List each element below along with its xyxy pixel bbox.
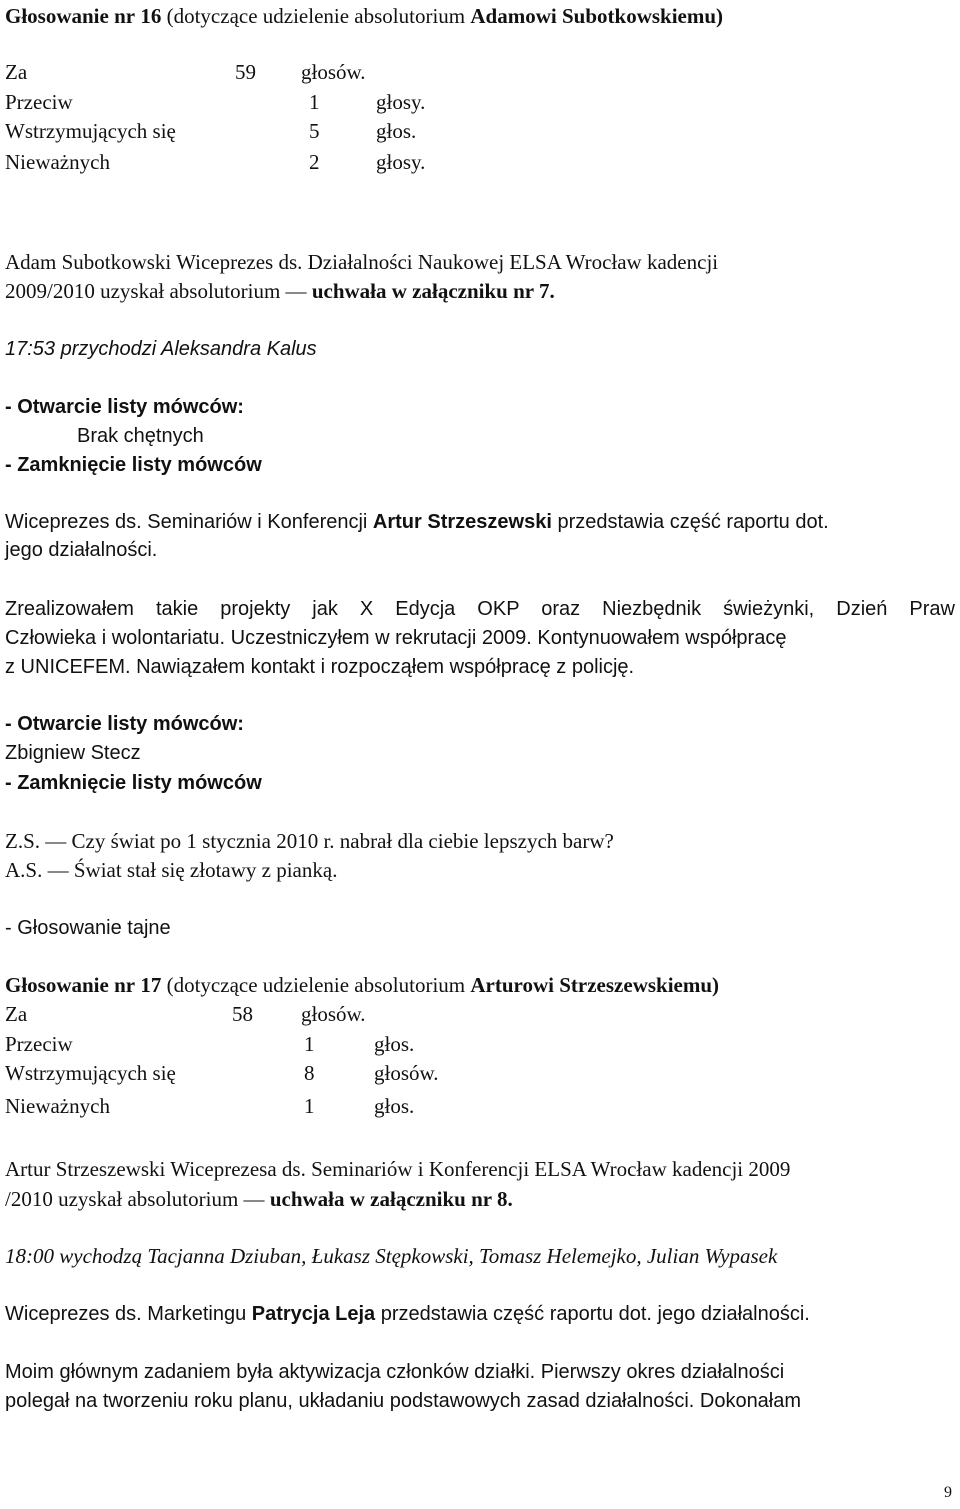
report-intro-text: przedstawia część raportu dot. jego działalności.	[375, 1303, 810, 1325]
vote-number: 17	[140, 973, 162, 997]
tally-label: Wstrzymujących się	[5, 1061, 176, 1085]
tally-value: 8	[304, 1061, 315, 1085]
tally-label: Przeciw	[5, 90, 73, 114]
tally-unit: głosów.	[301, 60, 366, 84]
speakers-open-label: - Otwarcie listy mówców:	[5, 713, 244, 735]
tally-value: 1	[304, 1094, 315, 1118]
page-number: 9	[944, 1484, 952, 1501]
vote-17-heading	[5, 972, 719, 998]
tally-unit: głos.	[376, 119, 417, 143]
tally-unit: głosy.	[376, 90, 426, 114]
presenter-name: Patrycja Leja	[251, 1303, 376, 1325]
tally-label: Nieważnych	[5, 1094, 110, 1118]
vote-label: Głosowanie nr	[5, 973, 136, 997]
tally-value: 1	[309, 90, 320, 114]
report-intro-text: Wiceprezes ds. Marketingu	[5, 1303, 252, 1325]
tally-label: Nieważnych	[5, 150, 110, 174]
tally-label: Za	[5, 60, 28, 84]
report-body-line-1: Moim głównym zadaniem była aktywizacja członków działki. Pierwszy okres działalności	[5, 1361, 785, 1383]
speakers-list-close: - Zamknięcie listy mówców	[5, 772, 262, 794]
vote-label: Głosowanie nr	[5, 4, 136, 28]
tally-value: 1	[304, 1032, 315, 1056]
arrival-note: 17:53 przychodzi Aleksandra Kalus	[5, 338, 317, 360]
secret-vote-note: - Głosowanie tajne	[5, 917, 171, 939]
vote-16-heading	[5, 3, 723, 29]
tally-value: 58	[232, 1002, 253, 1026]
vote-person: Arturowi Strzeszewskiemu)	[470, 973, 720, 997]
vote-description: (dotyczące udzielenie absolutorium	[166, 973, 466, 997]
result-16-line-1: Adam Subotkowski Wiceprezes ds. Działalności Naukowej ELSA Wrocław kadencji	[5, 250, 719, 274]
speakers-list-open	[5, 711, 244, 737]
report-body-line-1: Zrealizowałem takie projekty jak X Edycja OKP oraz Niezbędnik świeżynki, Dzień Praw	[5, 598, 955, 620]
speakers-list-open	[5, 394, 244, 420]
report-intro-text: przedstawia część raportu dot.	[551, 511, 829, 533]
tally-unit: głosów.	[301, 1002, 366, 1026]
tally-unit: głosy.	[376, 150, 426, 174]
presenter-name: Artur Strzeszewski	[372, 511, 552, 533]
report-intro-line-1	[5, 509, 829, 535]
resolution-reference: uchwała w załączniku nr 7.	[311, 279, 555, 303]
result-text: /2010 uzyskał absolutorium —	[5, 1187, 270, 1211]
tally-value: 2	[309, 150, 320, 174]
tally-value: 5	[309, 119, 320, 143]
result-17-line-2	[5, 1186, 513, 1212]
vote-number: 16	[140, 4, 162, 28]
speakers-open-label: - Otwarcie listy mówców:	[5, 396, 244, 418]
report-intro-line-2: jego działalności.	[5, 539, 158, 561]
report-body-line-3: z UNICEFEM. Nawiązałem kontakt i rozpocząłem współpracę z policję.	[5, 656, 635, 678]
tally-label: Przeciw	[5, 1032, 73, 1056]
tally-unit: głos.	[374, 1032, 415, 1056]
tally-label: Wstrzymujących się	[5, 119, 176, 143]
report-intro-line	[5, 1301, 810, 1327]
report-body-line-2: Człowieka i wolontariatu. Uczestniczyłem w rekrutacji 2009. Kontynuowałem współpracę	[5, 627, 787, 649]
speakers-list-close: - Zamknięcie listy mówców	[5, 454, 262, 476]
speakers-list-body: Zbigniew Stecz	[5, 742, 141, 764]
tally-unit: głos.	[374, 1094, 415, 1118]
answer-line: A.S. — Świat stał się złotawy z pianką.	[5, 858, 338, 882]
report-body-line-2: polegał na tworzeniu roku planu, układaniu podstawowych zasad działalności. Dokonałam	[5, 1390, 802, 1412]
departure-note: 18:00 wychodzą Tacjanna Dziuban, Łukasz Stępkowski, Tomasz Helemejko, Julian Wypasek	[5, 1244, 778, 1268]
tally-value: 59	[235, 60, 256, 84]
question-line: Z.S. — Czy świat po 1 stycznia 2010 r. nabrał dla ciebie lepszych barw?	[5, 829, 614, 853]
result-17-line-1: Artur Strzeszewski Wiceprezesa ds. Seminariów i Konferencji ELSA Wrocław kadencji 2009	[5, 1157, 791, 1181]
result-text: 2009/2010 uzyskał absolutorium —	[5, 279, 312, 303]
report-intro-text: Wiceprezes ds. Seminariów i Konferencji	[5, 511, 373, 533]
tally-unit: głosów.	[374, 1061, 439, 1085]
vote-person: Adamowi Subotkowskiemu)	[470, 4, 724, 28]
tally-label: Za	[5, 1002, 28, 1026]
resolution-reference: uchwała w załączniku nr 8.	[269, 1187, 513, 1211]
speakers-list-body: Brak chętnych	[77, 425, 204, 447]
vote-description: (dotyczące udzielenie absolutorium	[166, 4, 466, 28]
result-16-line-2	[5, 278, 555, 304]
